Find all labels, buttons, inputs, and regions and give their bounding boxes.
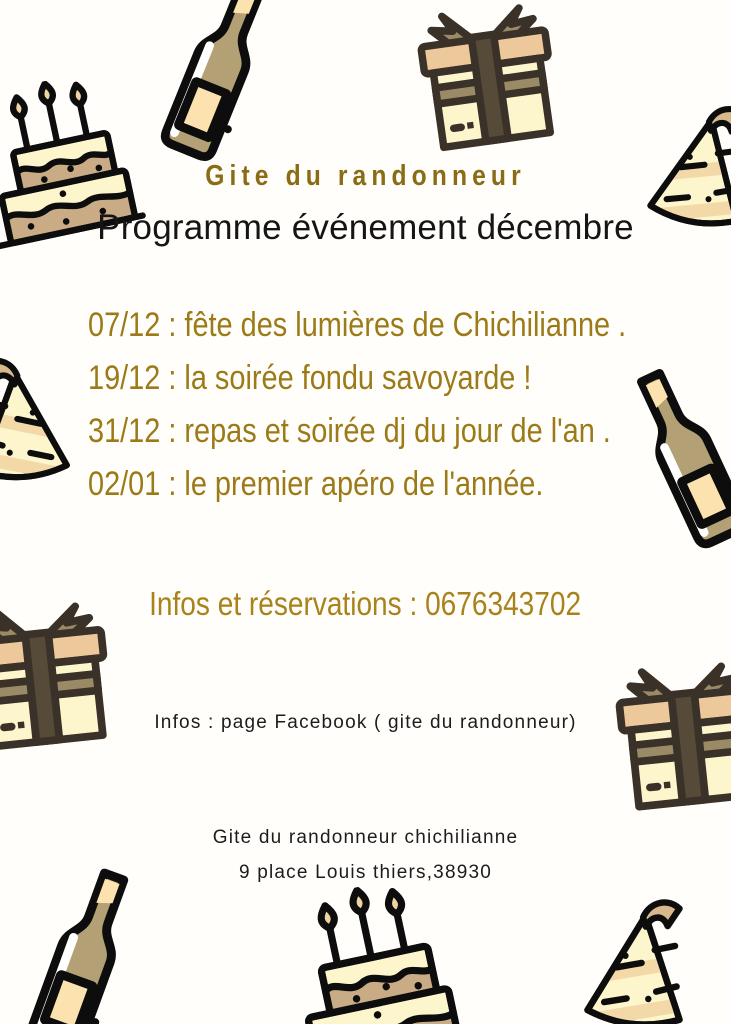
champagne-bottle-glyph bbox=[146, 0, 291, 172]
party-hat-glyph bbox=[0, 343, 81, 491]
gift-box-icon bbox=[603, 652, 731, 816]
party-hat-glyph bbox=[573, 881, 714, 1024]
address-line-1: Gite du randonneur chichilianne bbox=[212, 827, 519, 848]
poster-title bbox=[0, 160, 731, 193]
event-item bbox=[88, 405, 721, 458]
contact-line bbox=[0, 585, 731, 623]
gift-box-icon bbox=[404, 0, 573, 158]
address-line-2: 9 place Louis thiers,38930 bbox=[238, 862, 493, 883]
event-item-text: 02/01 : le premier apéro de l'année. bbox=[88, 465, 544, 503]
event-list bbox=[88, 299, 721, 511]
facebook-line: Infos : page Facebook ( gite du randonneur) bbox=[154, 712, 577, 733]
event-item bbox=[88, 458, 721, 511]
gift-box-glyph bbox=[603, 652, 731, 816]
party-hat-icon bbox=[573, 881, 714, 1024]
contact-line-text: Infos et réservations : 0676343702 bbox=[149, 585, 582, 622]
address-block bbox=[0, 820, 731, 890]
gift-box-glyph bbox=[404, 0, 573, 158]
poster-subtitle: Programme événement décembre bbox=[97, 208, 634, 247]
birthday-cake-icon bbox=[269, 870, 474, 1024]
event-item-text: 19/12 : la soirée fondu savoyarde ! bbox=[88, 359, 532, 397]
event-item-text: 07/12 : fête des lumières de Chichilianne . bbox=[88, 306, 627, 344]
champagne-bottle-icon bbox=[146, 0, 291, 172]
event-item bbox=[88, 299, 721, 352]
birthday-cake-glyph bbox=[269, 870, 474, 1024]
poster-title-text: Gite du randonneur bbox=[205, 160, 526, 192]
party-hat-icon bbox=[0, 343, 81, 491]
event-item-text: 31/12 : repas et soirée dj du jour de l'an . bbox=[88, 412, 611, 450]
event-item bbox=[88, 352, 721, 405]
